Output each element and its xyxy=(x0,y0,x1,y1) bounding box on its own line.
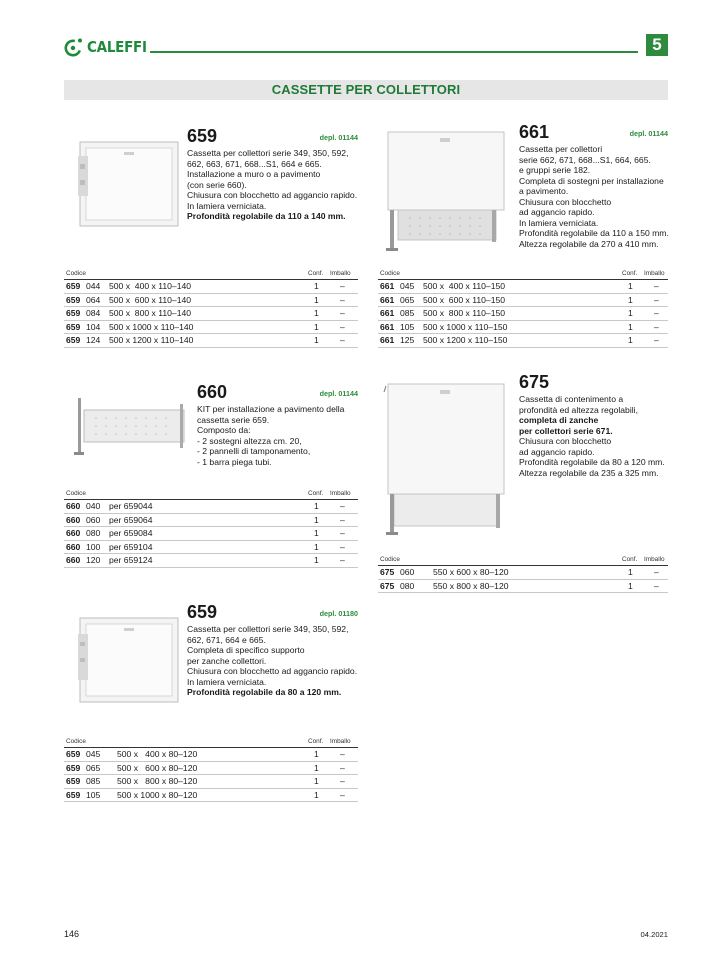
imballo-value: – xyxy=(340,528,345,538)
dimensions: 500 x 1200 x 110–140 xyxy=(109,335,194,345)
conf-value: 1 xyxy=(314,528,319,538)
depl-reference: depl. 01144 xyxy=(319,389,358,398)
description-line: Profondità regolabile da 110 a 140 mm. xyxy=(187,211,346,221)
conf-value: 1 xyxy=(314,514,319,525)
product-info xyxy=(519,372,668,478)
dimensions: 550 x 800 x 80–120 xyxy=(433,580,509,591)
table-row xyxy=(378,580,668,594)
header-code: Codice xyxy=(380,270,400,277)
code-prefix: 675 xyxy=(380,567,395,577)
imballo-value: – xyxy=(654,281,659,291)
dimensions: 500 x 800 x 110–150 xyxy=(423,308,506,318)
code-suffix: 080 xyxy=(400,580,415,591)
description-line: 662, 663, 671, 668...S1, 664 e 665. xyxy=(187,158,322,169)
description-line: Completa di specifico supporto xyxy=(187,645,305,655)
conf-value: 1 xyxy=(628,321,633,332)
code-prefix: 659 xyxy=(66,749,81,759)
dimensions: per 659124 xyxy=(109,555,153,565)
product-description xyxy=(519,144,668,249)
brand-name: CALEFFI xyxy=(87,38,147,56)
description-line: ad aggancio rapido. xyxy=(519,446,595,457)
code-suffix: 064 xyxy=(86,294,101,305)
description-line: Cassetta di contenimento a xyxy=(519,394,624,404)
table-row xyxy=(64,294,358,308)
conf-value: 1 xyxy=(314,294,319,305)
code-suffix: 084 xyxy=(86,308,101,318)
description-line: Cassetta per collettori serie 349, 350, 592, xyxy=(187,624,349,634)
product-description xyxy=(197,404,358,467)
code-prefix: 660 xyxy=(66,528,81,538)
header-conf: Conf. xyxy=(308,738,324,745)
imballo-value: – xyxy=(340,762,345,773)
description-line: Chiusura con blocchetto xyxy=(519,196,612,207)
description-line: Composto da: xyxy=(197,425,251,435)
imballo-value: – xyxy=(654,308,659,318)
dimensions: 500 x 1000 x 80–120 xyxy=(117,789,198,800)
code-prefix: 659 xyxy=(66,281,81,291)
description-line: Altezza regolabile da 235 a 325 mm. xyxy=(519,467,659,478)
imballo-value: – xyxy=(340,789,345,800)
product-info xyxy=(187,126,358,222)
imballo-value: – xyxy=(340,281,345,291)
code-prefix: 660 xyxy=(66,555,81,565)
cabinet-659-image xyxy=(74,612,184,712)
table-row xyxy=(64,334,358,348)
imballo-value: – xyxy=(340,541,345,552)
table-header xyxy=(64,488,358,500)
product-info xyxy=(519,122,668,249)
code-prefix: 659 xyxy=(66,321,81,332)
code-prefix: 659 xyxy=(66,789,81,800)
product-description xyxy=(519,394,668,478)
product-659-wall xyxy=(64,120,358,350)
product-code: 660 xyxy=(197,382,228,402)
code-suffix: 045 xyxy=(86,749,101,759)
table-row xyxy=(64,527,358,541)
description-line: Installazione a muro o a pavimento xyxy=(187,169,321,179)
imballo-value: – xyxy=(654,580,659,591)
imballo-value: – xyxy=(654,321,659,332)
code-suffix: 060 xyxy=(400,567,415,577)
description-line: Chiusura con blocchetto xyxy=(519,436,612,446)
header-imballo: Imballo xyxy=(330,738,351,745)
edition-date: 04.2021 xyxy=(640,930,668,939)
code-suffix: 104 xyxy=(86,321,101,332)
imballo-value: – xyxy=(340,555,345,565)
conf-value: 1 xyxy=(314,555,319,565)
header-rule xyxy=(150,51,638,53)
code-suffix: 105 xyxy=(86,789,101,800)
header-imballo: Imballo xyxy=(330,490,351,497)
imballo-value: – xyxy=(340,294,345,305)
code-prefix: 661 xyxy=(380,321,395,332)
dimensions: per 659104 xyxy=(109,541,153,552)
table-row xyxy=(378,294,668,308)
cabinet-675-image xyxy=(380,378,512,542)
code-suffix: 105 xyxy=(400,321,415,332)
page-header xyxy=(64,34,668,58)
header-conf: Conf. xyxy=(622,556,638,563)
code-suffix: 044 xyxy=(86,281,101,291)
code-suffix: 040 xyxy=(86,501,101,511)
conf-value: 1 xyxy=(314,762,319,773)
code-suffix: 085 xyxy=(400,308,415,318)
imballo-value: – xyxy=(340,335,345,345)
product-table xyxy=(378,268,668,348)
code-prefix: 659 xyxy=(66,776,81,786)
header-code: Codice xyxy=(66,738,86,745)
description-line: per zanche collettori. xyxy=(187,655,267,666)
product-table xyxy=(64,736,358,802)
code-suffix: 060 xyxy=(86,514,101,525)
dimensions: per 659044 xyxy=(109,501,153,511)
dimensions: 500 x 400 x 110–140 xyxy=(109,281,192,291)
dimensions: 500 x 1000 x 110–150 xyxy=(423,321,508,332)
dimensions: 500 x 600 x 110–140 xyxy=(109,294,192,305)
imballo-value: – xyxy=(340,321,345,332)
code-suffix: 125 xyxy=(400,335,415,345)
product-table xyxy=(64,268,358,348)
dimensions: per 659084 xyxy=(109,528,153,538)
table-row xyxy=(64,514,358,528)
dimensions: per 659064 xyxy=(109,514,153,525)
description-line: completa di zanche xyxy=(519,415,599,425)
code-prefix: 659 xyxy=(66,335,81,345)
conf-value: 1 xyxy=(314,776,319,786)
product-675 xyxy=(378,370,668,600)
code-suffix: 085 xyxy=(86,776,101,786)
caleffi-logo-icon xyxy=(64,37,84,57)
code-prefix: 661 xyxy=(380,335,395,345)
code-prefix: 661 xyxy=(380,308,395,318)
code-suffix: 065 xyxy=(86,762,101,773)
conf-value: 1 xyxy=(628,281,633,291)
table-row xyxy=(64,748,358,762)
header-imballo: Imballo xyxy=(644,556,665,563)
code-prefix: 659 xyxy=(66,294,81,305)
description-line: Chiusura con blocchetto ad aggancio rapido. xyxy=(187,666,358,676)
product-code: 659 xyxy=(187,602,218,622)
table-header xyxy=(64,736,358,748)
caleffi-logo xyxy=(64,37,153,57)
description-line: Altezza regolabile da 270 a 410 mm. xyxy=(519,238,659,249)
imballo-value: – xyxy=(340,308,345,318)
description-line: Chiusura con blocchetto ad aggancio rapido. xyxy=(187,190,358,200)
description-line: Cassetta per collettori xyxy=(519,144,603,154)
code-suffix: 124 xyxy=(86,335,101,345)
header-code: Codice xyxy=(66,270,86,277)
depl-reference: depl. 01180 xyxy=(319,609,358,618)
table-header xyxy=(378,554,668,566)
product-code: 661 xyxy=(519,122,550,142)
imballo-value: – xyxy=(340,749,345,759)
code-prefix: 660 xyxy=(66,541,81,552)
table-row xyxy=(64,500,358,514)
conf-value: 1 xyxy=(314,321,319,332)
table-row xyxy=(64,280,358,294)
table-row xyxy=(64,307,358,321)
conf-value: 1 xyxy=(314,501,319,511)
description-line: KIT per installazione a pavimento della xyxy=(197,404,345,414)
imballo-value: – xyxy=(654,294,659,305)
product-660-kit xyxy=(64,380,358,580)
table-row xyxy=(64,321,358,335)
description-line: - 1 barra piega tubi. xyxy=(197,456,272,467)
code-prefix: 660 xyxy=(66,501,81,511)
product-659-zanche xyxy=(64,600,358,810)
description-line: a pavimento. xyxy=(519,186,569,196)
description-line: e gruppi serie 182. xyxy=(519,165,591,175)
description-line: Profondità regolabile da 110 a 150 mm. xyxy=(519,228,669,238)
description-line: - 2 sostegni altezza cm. 20, xyxy=(197,435,302,446)
table-header xyxy=(378,268,668,280)
header-conf: Conf. xyxy=(308,270,324,277)
product-table xyxy=(64,488,358,568)
dimensions: 550 x 600 x 80–120 xyxy=(433,567,509,577)
code-suffix: 100 xyxy=(86,541,101,552)
product-info xyxy=(187,602,358,698)
imballo-value: – xyxy=(340,501,345,511)
imballo-value: – xyxy=(340,776,345,786)
description-line: 662, 671, 664 e 665. xyxy=(187,634,266,645)
conf-value: 1 xyxy=(628,335,633,345)
section-title: CASSETTE PER COLLETTORI xyxy=(271,82,461,97)
header-conf: Conf. xyxy=(308,490,324,497)
table-row xyxy=(378,307,668,321)
description-line: Profondità regolabile da 80 a 120 mm. xyxy=(187,687,342,697)
dimensions: 500 x 400 x 110–150 xyxy=(423,281,506,291)
depl-reference: depl. 01144 xyxy=(319,133,358,142)
imballo-value: – xyxy=(340,514,345,525)
code-prefix: 675 xyxy=(380,580,395,591)
table-row xyxy=(64,762,358,776)
description-line: Completa di sostegni per installazione xyxy=(519,175,664,186)
description-line: In lamiera verniciata. xyxy=(519,217,599,228)
conf-value: 1 xyxy=(628,580,633,591)
code-prefix: 661 xyxy=(380,294,395,305)
imballo-value: – xyxy=(654,335,659,345)
header-conf: Conf. xyxy=(622,270,638,277)
product-description xyxy=(187,624,358,698)
product-info xyxy=(197,382,358,467)
code-suffix: 065 xyxy=(400,294,415,305)
code-prefix: 659 xyxy=(66,308,81,318)
conf-value: 1 xyxy=(314,789,319,800)
conf-value: 1 xyxy=(628,294,633,305)
description-line: cassetta serie 659. xyxy=(197,414,270,425)
conf-value: 1 xyxy=(628,567,633,577)
product-code: 675 xyxy=(519,372,550,392)
header-imballo: Imballo xyxy=(330,270,351,277)
table-row xyxy=(64,554,358,568)
table-header xyxy=(64,268,358,280)
conf-value: 1 xyxy=(314,749,319,759)
dimensions: 500 x 400 x 80–120 xyxy=(117,749,198,759)
dimensions: 500 x 600 x 80–120 xyxy=(117,762,198,773)
page-number: 146 xyxy=(64,929,80,939)
conf-value: 1 xyxy=(628,308,633,318)
header-imballo: Imballo xyxy=(644,270,665,277)
dimensions: 500 x 1200 x 110–150 xyxy=(423,335,508,345)
description-line: - 2 pannelli di tamponamento, xyxy=(197,446,311,456)
dimensions: 500 x 800 x 110–140 xyxy=(109,308,192,318)
dimensions: 500 x 600 x 110–150 xyxy=(423,294,506,305)
dimensions: 500 x 800 x 80–120 xyxy=(117,776,198,786)
table-row xyxy=(64,541,358,555)
description-line: (con serie 660). xyxy=(187,179,247,190)
chapter-number: 5 xyxy=(646,34,668,56)
depl-reference: depl. 01144 xyxy=(629,129,668,138)
product-description xyxy=(187,148,358,222)
description-line: serie 662, 671, 668...S1, 664, 665. xyxy=(519,154,651,165)
conf-value: 1 xyxy=(314,308,319,318)
conf-value: 1 xyxy=(314,541,319,552)
description-line: profondità ed altezza regolabili, xyxy=(519,404,638,415)
table-row xyxy=(378,334,668,348)
imballo-value: – xyxy=(654,567,659,577)
description-line: per collettori serie 671. xyxy=(519,425,613,436)
description-line: In lamiera verniciata. xyxy=(187,676,267,687)
code-suffix: 045 xyxy=(400,281,415,291)
conf-value: 1 xyxy=(314,281,319,291)
header-code: Codice xyxy=(380,556,400,563)
description-line: ad aggancio rapido. xyxy=(519,207,595,217)
table-row xyxy=(64,775,358,789)
header-code: Codice xyxy=(66,490,86,497)
section-title-band xyxy=(64,80,668,100)
product-code: 659 xyxy=(187,126,218,146)
description-line: Profondità regolabile da 80 a 120 mm. xyxy=(519,457,665,467)
table-row xyxy=(378,321,668,335)
cabinet-659-image xyxy=(74,130,184,240)
code-prefix: 661 xyxy=(380,281,395,291)
code-prefix: 660 xyxy=(66,514,81,525)
description-line: In lamiera verniciata. xyxy=(187,200,267,211)
table-row xyxy=(378,280,668,294)
table-row xyxy=(378,566,668,580)
dimensions: 500 x 1000 x 110–140 xyxy=(109,321,194,332)
cabinet-661-image xyxy=(380,128,512,254)
conf-value: 1 xyxy=(314,335,319,345)
code-prefix: 659 xyxy=(66,762,81,773)
description-line: Cassetta per collettori serie 349, 350, 592, xyxy=(187,148,349,158)
table-row xyxy=(64,789,358,803)
code-suffix: 080 xyxy=(86,528,101,538)
product-table xyxy=(378,554,668,593)
product-661 xyxy=(378,120,668,350)
code-suffix: 120 xyxy=(86,555,101,565)
kit-660-image xyxy=(70,394,190,464)
